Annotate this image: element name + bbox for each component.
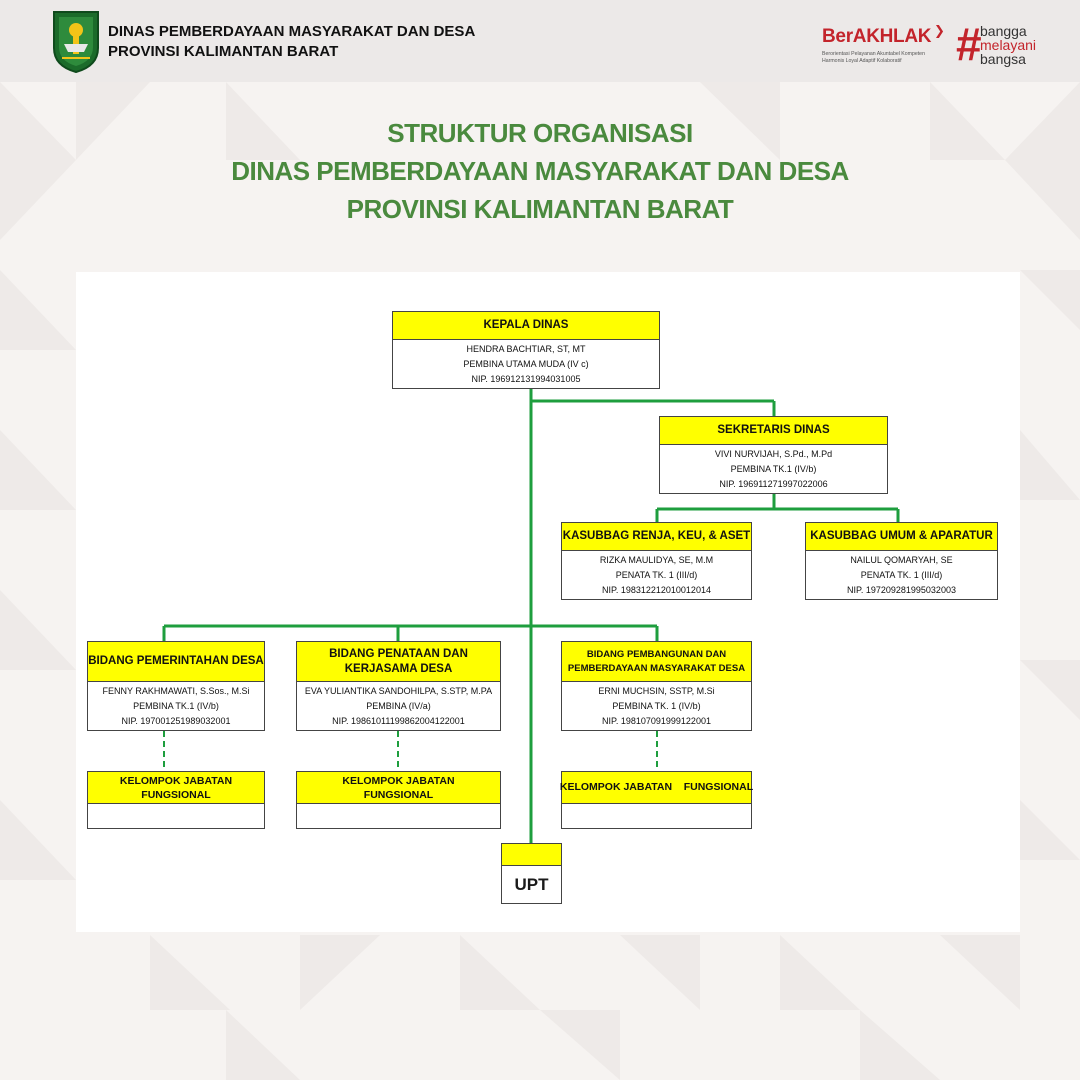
kjf-box-1: [87, 771, 265, 829]
kasubbag-umum-title: KASUBBAG UMUM & APARATUR: [806, 523, 997, 551]
kjf-2-title-line2: FUNGSIONAL: [363, 788, 434, 801]
kasubbag-umum-nip: NIP. 197209281995032003: [847, 585, 956, 595]
bidang-pembangunan-title-line1: BIDANG PEMBANGUNAN DAN: [586, 648, 727, 660]
bidang-pembangunan-box: [561, 641, 752, 731]
sekretaris-dinas-box: [659, 416, 888, 494]
bidang-penataan-box: [296, 641, 501, 731]
title-line-1: STRUKTUR ORGANISASI: [387, 118, 693, 148]
kepala-dinas-title: KEPALA DINAS: [393, 312, 659, 340]
kjf-1-title-line1: KELOMPOK JABATAN: [119, 774, 233, 787]
title-line-3: PROVINSI KALIMANTAN BARAT: [346, 194, 734, 224]
kasubbag-renja-title: KASUBBAG RENJA, KEU, & ASET: [562, 523, 751, 551]
bangga-word-1: bangga: [980, 23, 1027, 39]
sekretaris-dinas-nip: NIP. 196911271997022006: [719, 479, 828, 489]
kepala-dinas-name: HENDRA BACHTIAR, ST, MT: [466, 344, 586, 354]
upt-header: [502, 844, 561, 866]
chevron-right-icon: ❯: [934, 23, 945, 38]
bidang-pembangunan-title: [562, 642, 751, 682]
title-line-2: DINAS PEMBERDAYAAN MASYARAKAT DAN DESA: [231, 156, 849, 186]
kasubbag-umum-name: NAILUL QOMARYAH, SE: [850, 555, 953, 565]
kasubbag-renja-name: RIZKA MAULIDYA, SE, M.M: [599, 555, 714, 565]
kjf-1-title: [88, 772, 264, 804]
bidang-pemerintahan-rank: PEMBINA TK.1 (IV/b): [133, 701, 219, 711]
kasubbag-umum-box: [805, 522, 998, 600]
sekretaris-dinas-rank: PEMBINA TK.1 (IV/b): [730, 464, 817, 474]
bidang-penataan-name: EVA YULIANTIKA SANDOHILPA, S.STP, M.PA: [304, 686, 493, 696]
bidang-pembangunan-nip: NIP. 198107091999122001: [602, 716, 711, 726]
bidang-penataan-title: [297, 642, 500, 682]
bidang-pemerintahan-box: [87, 641, 265, 731]
upt-box: [501, 843, 562, 904]
org-name-line1: DINAS PEMBERDAYAAN MASYARAKAT DAN DESA: [108, 23, 476, 40]
bidang-pemerintahan-name: FENNY RAKHMAWATI, S.Sos., M.Si: [102, 686, 250, 696]
sekretaris-dinas-title: SEKRETARIS DINAS: [660, 417, 887, 445]
bidang-penataan-rank: PEMBINA (IV/a): [366, 701, 431, 711]
kepala-dinas-rank: PEMBINA UTAMA MUDA (IV c): [463, 359, 589, 369]
kjf-2-title-line1: KELOMPOK JABATAN: [342, 774, 455, 787]
bidang-penataan-title-line2: KERJASAMA DESA: [344, 662, 453, 675]
kepala-dinas-nip: NIP. 196912131994031005: [471, 374, 581, 384]
upt-label: UPT: [514, 874, 549, 894]
kasubbag-renja-box: [561, 522, 752, 600]
bidang-pemerintahan-title: BIDANG PEMERINTAHAN DESA: [88, 642, 264, 682]
bidang-penataan-nip: NIP. 198610111998620041220​01: [332, 716, 465, 726]
bangga-word-2: melayani: [980, 37, 1037, 53]
org-name-line2: PROVINSI KALIMANTAN BARAT: [108, 43, 339, 60]
kjf-3-title: KELOMPOK JABATAN FUNGSIONAL: [562, 772, 751, 804]
bangga-word-3: bangsa: [980, 51, 1026, 67]
bidang-pembangunan-title-line2: PEMBERDAYAAN MASYARAKAT DESA: [567, 662, 746, 674]
kjf-1-title-line2: FUNGSIONAL: [141, 788, 211, 801]
kjf-box-2: [296, 771, 501, 829]
berakhlak-tagline-1: Berorientasi Pelayanan Akuntabel Kompeten: [822, 51, 925, 57]
sekretaris-dinas-name: VIVI NURVIJAH, S.Pd., M.Pd: [714, 449, 833, 459]
bidang-pembangunan-name: ERNI MUCHSIN, SSTP, M.Si: [598, 686, 715, 696]
kepala-dinas-box: [392, 311, 660, 389]
kasubbag-renja-rank: PENATA TK. 1 (III/d): [615, 570, 698, 580]
bidang-pemerintahan-nip: NIP. 197001251989032001: [121, 716, 231, 726]
bidang-penataan-title-line1: BIDANG PENATAAN DAN: [329, 647, 468, 660]
berakhlak-tagline-2: Harmonis Loyal Adaptif Kolaboratif: [822, 58, 902, 64]
bidang-pembangunan-rank: PEMBINA TK. 1 (IV/b): [612, 701, 701, 711]
kjf-2-title: [297, 772, 500, 804]
kasubbag-umum-rank: PENATA TK. 1 (III/d): [860, 570, 943, 580]
kasubbag-renja-nip: NIP. 198312212010012014: [602, 585, 711, 595]
hashtag-icon: #: [956, 18, 982, 70]
kjf-box-3: [561, 771, 752, 829]
berakhlak-wordmark: BerAKHLAK: [822, 26, 932, 47]
